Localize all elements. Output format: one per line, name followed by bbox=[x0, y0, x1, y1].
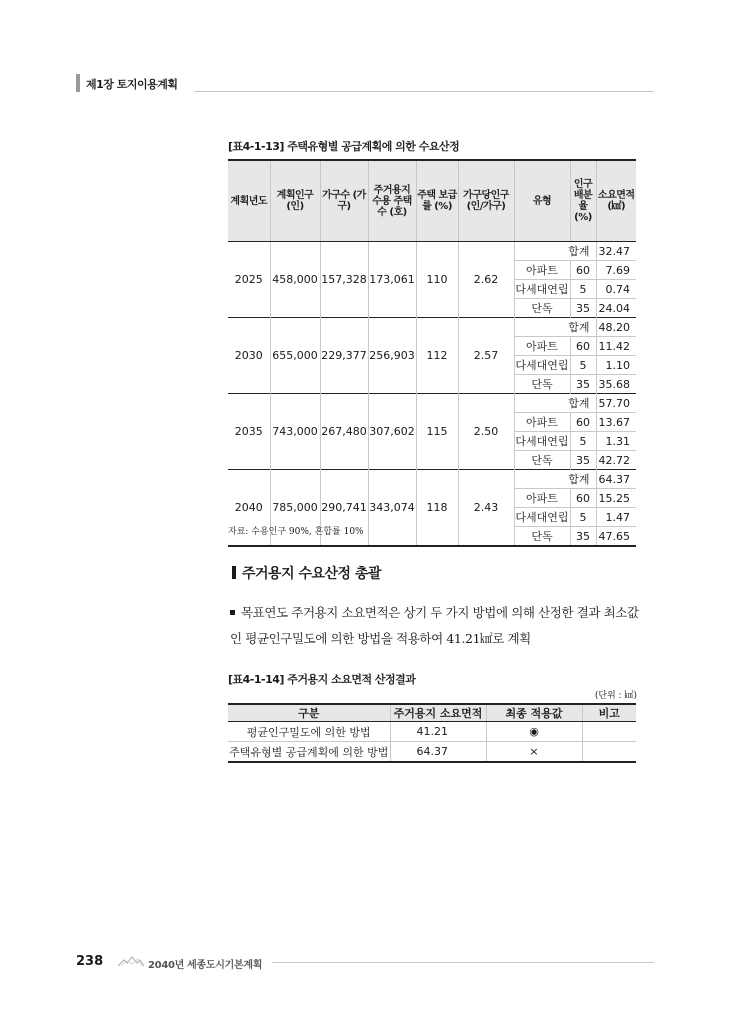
type-total-cell: 합계 bbox=[514, 242, 596, 261]
applied-mark: × bbox=[486, 742, 582, 763]
type-cell: 단독 bbox=[514, 375, 570, 394]
remarks-cell bbox=[582, 722, 636, 742]
footer-doc-title: 2040년 세종도시기본계획 bbox=[148, 960, 263, 971]
table-row bbox=[228, 318, 636, 337]
share-cell: 35 bbox=[570, 527, 596, 547]
unit-note: (단위 : ㎢) bbox=[594, 691, 637, 701]
header-area: 소요면적 (㎢) bbox=[596, 160, 636, 242]
header-population: 계획인구 (인) bbox=[270, 160, 320, 242]
method-label: 주택유형별 공급계획에 의한 방법 bbox=[228, 742, 390, 763]
area-cell: 48.20 bbox=[596, 318, 636, 337]
applied-mark: ◉ bbox=[486, 722, 582, 742]
area-result-table bbox=[228, 703, 636, 763]
page-footer bbox=[76, 954, 654, 974]
summary-paragraph bbox=[230, 600, 644, 652]
header-divider bbox=[194, 91, 654, 92]
section-title: 주거용지 수요산정 총괄 bbox=[242, 566, 381, 582]
header-year: 계획년도 bbox=[228, 160, 270, 242]
area-cell: 35.68 bbox=[596, 375, 636, 394]
area-cell: 11.42 bbox=[596, 337, 636, 356]
households-cell: 290,741 bbox=[320, 470, 368, 547]
source-note: 자료: 수용인구 90%, 혼합률 10% bbox=[228, 527, 364, 537]
area-cell: 57.70 bbox=[596, 394, 636, 413]
year-cell: 2040 bbox=[228, 470, 270, 547]
households-cell: 267,480 bbox=[320, 394, 368, 470]
header-type: 유형 bbox=[514, 160, 570, 242]
table1-header-row bbox=[228, 160, 636, 242]
share-cell: 35 bbox=[570, 451, 596, 470]
persons-per-household-cell: 2.57 bbox=[458, 318, 514, 394]
persons-per-household-cell: 2.62 bbox=[458, 242, 514, 318]
remarks-cell bbox=[582, 742, 636, 763]
summary-text: 목표연도 주거용지 소요면적은 상기 두 가지 방법에 의해 산정한 결과 최소값인 평균인구밀도에 의한 방법을 적용하여 41.21㎢로 계획 bbox=[230, 605, 639, 646]
area-cell: 13.67 bbox=[596, 413, 636, 432]
housing-cell: 343,074 bbox=[368, 470, 416, 547]
table-row bbox=[228, 242, 636, 261]
area-value: 41.21 bbox=[390, 722, 486, 742]
share-cell: 35 bbox=[570, 299, 596, 318]
households-cell: 157,328 bbox=[320, 242, 368, 318]
area-cell: 15.25 bbox=[596, 489, 636, 508]
share-cell: 60 bbox=[570, 489, 596, 508]
header-remarks: 비고 bbox=[582, 704, 636, 722]
area-cell: 42.72 bbox=[596, 451, 636, 470]
header-supply-rate: 주택 보급률 (%) bbox=[416, 160, 458, 242]
type-cell: 단독 bbox=[514, 527, 570, 547]
table-row bbox=[228, 722, 636, 742]
year-cell: 2035 bbox=[228, 394, 270, 470]
type-cell: 아파트 bbox=[514, 413, 570, 432]
table2-header-row bbox=[228, 704, 636, 722]
area-cell: 1.47 bbox=[596, 508, 636, 527]
type-cell: 아파트 bbox=[514, 489, 570, 508]
share-cell: 60 bbox=[570, 261, 596, 280]
households-cell: 229,377 bbox=[320, 318, 368, 394]
share-cell: 60 bbox=[570, 337, 596, 356]
method-label: 평균인구밀도에 의한 방법 bbox=[228, 722, 390, 742]
area-value: 64.37 bbox=[390, 742, 486, 763]
chapter-title: 제1장 토지이용계획 bbox=[86, 78, 178, 91]
header-final-value: 최종 적용값 bbox=[486, 704, 582, 722]
table-row bbox=[228, 742, 636, 763]
housing-cell: 256,903 bbox=[368, 318, 416, 394]
area-cell: 1.10 bbox=[596, 356, 636, 375]
header-category: 구분 bbox=[228, 704, 390, 722]
header-households: 가구수 (가구) bbox=[320, 160, 368, 242]
type-cell: 다세대연립 bbox=[514, 432, 570, 451]
header-persons-per-household: 가구당인구 (인/가구) bbox=[458, 160, 514, 242]
supply-rate-cell: 110 bbox=[416, 242, 458, 318]
area-cell: 32.47 bbox=[596, 242, 636, 261]
area-cell: 7.69 bbox=[596, 261, 636, 280]
bullet-icon bbox=[230, 610, 235, 615]
housing-cell: 307,602 bbox=[368, 394, 416, 470]
housing-demand-table bbox=[228, 159, 636, 547]
section-heading bbox=[232, 563, 381, 583]
share-cell: 5 bbox=[570, 508, 596, 527]
population-cell: 655,000 bbox=[270, 318, 320, 394]
mountain-icon bbox=[118, 955, 144, 967]
area-cell: 64.37 bbox=[596, 470, 636, 489]
type-cell: 아파트 bbox=[514, 337, 570, 356]
share-cell: 5 bbox=[570, 432, 596, 451]
area-cell: 0.74 bbox=[596, 280, 636, 299]
population-cell: 785,000 bbox=[270, 470, 320, 547]
page-number: 238 bbox=[76, 954, 104, 969]
persons-per-household-cell: 2.50 bbox=[458, 394, 514, 470]
section-marker bbox=[232, 566, 236, 579]
table1-caption: [표4-1-13] 주택유형별 공급계획에 의한 수요산정 bbox=[228, 140, 460, 153]
table-row bbox=[228, 470, 636, 489]
header-share: 인구 배분율 (%) bbox=[570, 160, 596, 242]
year-cell: 2030 bbox=[228, 318, 270, 394]
type-cell: 단독 bbox=[514, 451, 570, 470]
type-cell: 다세대연립 bbox=[514, 280, 570, 299]
supply-rate-cell: 112 bbox=[416, 318, 458, 394]
type-cell: 단독 bbox=[514, 299, 570, 318]
type-cell: 다세대연립 bbox=[514, 356, 570, 375]
chapter-header bbox=[76, 74, 654, 94]
supply-rate-cell: 118 bbox=[416, 470, 458, 547]
type-cell: 다세대연립 bbox=[514, 508, 570, 527]
population-cell: 743,000 bbox=[270, 394, 320, 470]
table1-body bbox=[228, 242, 636, 547]
share-cell: 5 bbox=[570, 280, 596, 299]
area-cell: 1.31 bbox=[596, 432, 636, 451]
table2-caption: [표4-1-14] 주거용지 소요면적 산정결과 bbox=[228, 673, 416, 686]
type-total-cell: 합계 bbox=[514, 394, 596, 413]
area-cell: 47.65 bbox=[596, 527, 636, 547]
housing-cell: 173,061 bbox=[368, 242, 416, 318]
share-cell: 35 bbox=[570, 375, 596, 394]
population-cell: 458,000 bbox=[270, 242, 320, 318]
type-cell: 아파트 bbox=[514, 261, 570, 280]
table-row bbox=[228, 394, 636, 413]
type-total-cell: 합계 bbox=[514, 470, 596, 489]
share-cell: 5 bbox=[570, 356, 596, 375]
type-total-cell: 합계 bbox=[514, 318, 596, 337]
area-cell: 24.04 bbox=[596, 299, 636, 318]
supply-rate-cell: 115 bbox=[416, 394, 458, 470]
persons-per-household-cell: 2.43 bbox=[458, 470, 514, 547]
chapter-marker bbox=[76, 74, 80, 92]
footer-divider bbox=[272, 962, 654, 963]
year-cell: 2025 bbox=[228, 242, 270, 318]
header-housing: 주거용지 수용 주택수 (호) bbox=[368, 160, 416, 242]
header-required-area: 주거용지 소요면적 bbox=[390, 704, 486, 722]
share-cell: 60 bbox=[570, 413, 596, 432]
